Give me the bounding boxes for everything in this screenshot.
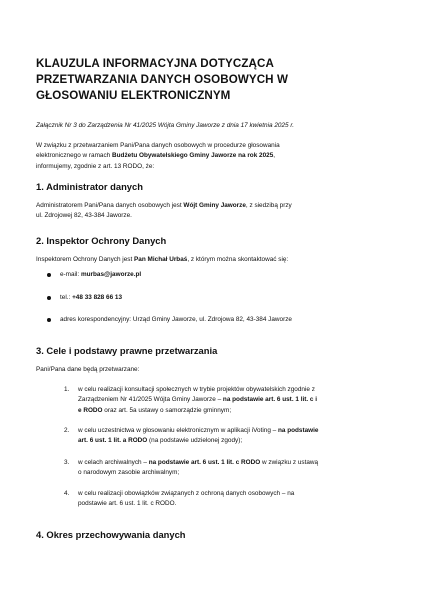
title-line-1: KLAUZULA INFORMACYJNA DOTYCZĄCA xyxy=(36,57,274,70)
section-3-heading: 3. Cele i podstawy prawne przetwarzania xyxy=(36,345,218,356)
email-link[interactable]: murbas@jaworze.pl xyxy=(80,271,142,278)
section-1-heading: 1. Administrator danych xyxy=(36,181,143,192)
bullet-phone: tel.: +48 33 828 66 13 xyxy=(60,294,122,301)
bullet-address: adres korespondencyjny: Urząd Gminy Jaworze, ul. Zdrojowa 82, 43-384 Jaworze xyxy=(60,316,292,323)
list-item-1: 1. w celu realizacji konsultacji społecznych w trybie projektów obywatelskich zgodnie z Zarządzeniem Nr 41/2025 Wójta Gminy Jaworze – na podstawie art. 6 ust. 1 lit. c i e RODO oraz art. 5a ustawy o samorządzie gminnym; xyxy=(64,386,318,414)
section-1-text: Administratorem Pani/Pana danych osobowych jest Wójt Gminy Jaworze, z siedzibą przy ul. Zdrojowej 82, 43-384 Jaworze. xyxy=(36,202,292,220)
intro-line-3: informujemy, zgodnie z art. 13 RODO, że: xyxy=(36,162,155,170)
bullet-dot xyxy=(47,273,51,277)
intro-line-2: elektronicznego w ramach Budżetu Obywatelskiego Gminy Jaworze na rok 2025, xyxy=(36,152,276,160)
intro-line-1: W związku z przetwarzaniem Pani/Pana danych osobowych w procedurze głosowania xyxy=(36,142,280,149)
bullet-dot xyxy=(47,296,51,300)
list-item-2: 2. w celu uczestnictwa w głosowaniu elektronicznym w aplikacji iVoting – na podstawie art. 6 ust. 1 lit. a RODO (na podstawie udzielonej zgody); xyxy=(64,427,319,445)
title-line-2: PRZETWARZANIA DANYCH OSOBOWYCH W xyxy=(36,73,289,86)
intro-paragraph xyxy=(36,141,396,172)
bullet-dot xyxy=(47,318,51,322)
list-item-4: 4. w celu realizacji obowiązków związanych z ochroną danych osobowych – na podstawie art. 6 ust. 1 lit. c RODO. xyxy=(64,490,295,508)
section-4-heading: 4. Okres przechowywania danych xyxy=(36,529,186,540)
bullet-email: e-mail: murbas@jaworze.pl xyxy=(60,271,141,278)
section-2-text: Inspektorem Ochrony Danych jest Pan Michał Urbaś, z którym można skontaktować się: xyxy=(36,256,289,263)
title-line-3: GŁOSOWANIU ELEKTRONICZNYM xyxy=(36,89,231,102)
document-title xyxy=(36,56,396,104)
list-item-3: 3. w celach archiwalnych – na podstawie art. 6 ust. 1 lit. c RODO w związku z ustawą o narodowym zasobie archiwalnym; xyxy=(64,459,319,477)
document-subtitle: Załącznik Nr 3 do Zarządzenia Nr 41/2025 Wójta Gminy Jaworze z dnia 17 kwietnia 2025 r. xyxy=(36,122,294,129)
phone-number: +48 33 828 66 13 xyxy=(72,294,123,301)
section-2-heading: 2. Inspektor Ochrony Danych xyxy=(36,235,167,246)
section-3-lead: Pani/Pana dane będą przetwarzane: xyxy=(36,366,140,373)
